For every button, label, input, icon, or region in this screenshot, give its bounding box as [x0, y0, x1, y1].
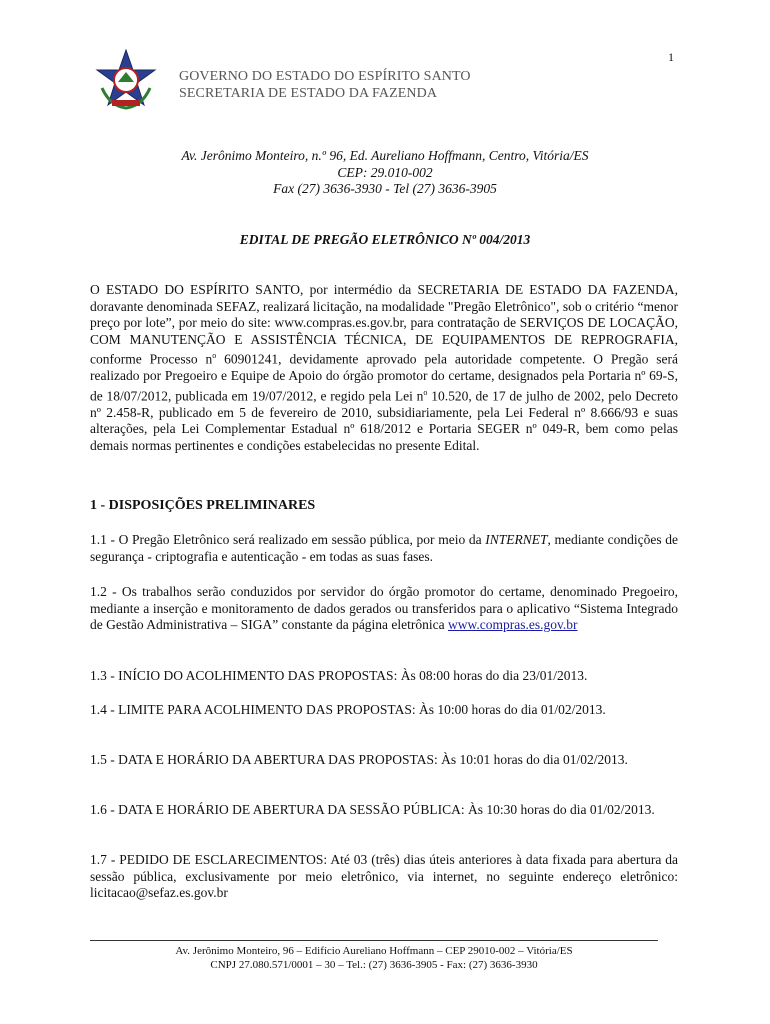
- phone-line: Fax (27) 3636-3930 - Tel (27) 3636-3905: [273, 181, 497, 196]
- address-line: Av. Jerônimo Monteiro, n.º 96, Ed. Aureliano Hoffmann, Centro, Vitória/ES: [181, 148, 589, 163]
- footer-cnpj: CNPJ 27.080.571/0001 – 30 – Tel.: (27) 3636-3905 - Fax: (27) 3636-3930: [210, 959, 538, 971]
- compras-link[interactable]: www.compras.es.gov.br: [448, 617, 578, 632]
- ordinal-sup: o: [423, 387, 428, 397]
- intro-text-1: O ESTADO DO ESPÍRITO SANTO, por intermédio da SECRETARIA DE ESTADO DA FAZENDA, doravante denominada SEFAZ, realizará licitação, na modalidade "Pregão Eletrônico", sob o critério “menor preço por lote”, por meio do site: www.compras.es.gov.br, para contratação de SERVIÇOS DE LOCAÇÃO, COM MANUTENÇÃO E ASSISTÊNCIA TÉCNICA, DE EQUIPAMENTOS DE REPROGRAFIA, conforme Processo n: [90, 282, 678, 367]
- intro-text-3: 10.520, de 17 de julho de 2002, pelo Decreto nº 2.458-R, publicado em 5 de fevereiro de 2010, subsidiariamente, pela Lei Federal nº 8.666/93 e suas alterações, pela Lei Complementar Estadual nº 618/2012 e Portaria SEGER nº 049-R, bem como pelas demais normas pertinentes e condições estabelecidas no presente Edital.: [90, 388, 678, 453]
- item-1-1-emphasis: INTERNET: [485, 532, 548, 547]
- item-1-6: 1.6 - DATA E HORÁRIO DE ABERTURA DA SESSÃO PÚBLICA: Às 10:30 horas do dia 01/02/2013.: [90, 802, 655, 817]
- page-number: 1: [668, 50, 674, 64]
- item-1-2-text: 1.2 - Os trabalhos serão conduzidos por servidor do órgão promotor do certame, denominado Pregoeiro, mediante a inserção e monitoramento de dados gerados ou transferidos para o aplicativo “Sistema Integrado de Gestão Administrativa – SIGA” constante da página eletrônica: [90, 584, 678, 632]
- ordinal-sup: o: [212, 351, 217, 360]
- intro-paragraph: [90, 282, 678, 454]
- address-block: [0, 148, 770, 198]
- item-1-3: 1.3 - INÍCIO DO ACOLHIMENTO DAS PROPOSTAS: Às 08:00 horas do dia 23/01/2013.: [90, 668, 588, 683]
- footer-address: Av. Jerônimo Monteiro, 96 – Edifício Aureliano Hoffmann – CEP 29010-002 – Vitória/ES: [175, 945, 573, 957]
- footer: [90, 944, 658, 972]
- intro-text-2: 60901241, devidamente aprovado pela autoridade competente. O Pregão será realizado por Pregoeiro e Equipe de Apoio do órgão promotor do certame, designados pela Portaria nº 69-S, de 18/07/2012, publicada em 19/07/2012, e regido pela Lei n: [90, 351, 678, 403]
- state-coat-of-arms-icon: [94, 48, 158, 110]
- item-1-5: 1.5 - DATA E HORÁRIO DA ABERTURA DAS PROPOSTAS: Às 10:01 horas do dia 01/02/2013.: [90, 752, 628, 767]
- secretariat-title: SECRETARIA DE ESTADO DA FAZENDA: [179, 86, 438, 101]
- item-1-7: 1.7 - PEDIDO DE ESCLARECIMENTOS: Até 03 (três) dias úteis anteriores à data fixada para abertura da sessão pública, exclusivamente por meio eletrônico, via internet, no seguinte endereço eletrônico: licitacao@sefaz.es.gov.br: [90, 852, 678, 900]
- item-1-1-text-a: 1.1 - O Pregão Eletrônico será realizado em sessão pública, por meio da: [90, 532, 486, 547]
- government-title: GOVERNO DO ESTADO DO ESPÍRITO SANTO: [179, 69, 471, 84]
- cep-line: CEP: 29.010-002: [337, 164, 433, 180]
- document-title: EDITAL DE PREGÃO ELETRÔNICO Nº 004/2013: [239, 232, 531, 247]
- header: [179, 68, 471, 102]
- item-1-1-text-b: , mediante condições de segurança - criptografia e autenticação - em todas as suas fases.: [90, 532, 678, 564]
- item-1-4: 1.4 - LIMITE PARA ACOLHIMENTO DAS PROPOSTAS: Às 10:00 horas do dia 01/02/2013.: [90, 702, 606, 717]
- item-1-1: [90, 532, 678, 565]
- footer-divider: [90, 940, 658, 941]
- section-heading: 1 - DISPOSIÇÕES PRELIMINARES: [90, 498, 316, 513]
- item-1-2: [90, 584, 678, 634]
